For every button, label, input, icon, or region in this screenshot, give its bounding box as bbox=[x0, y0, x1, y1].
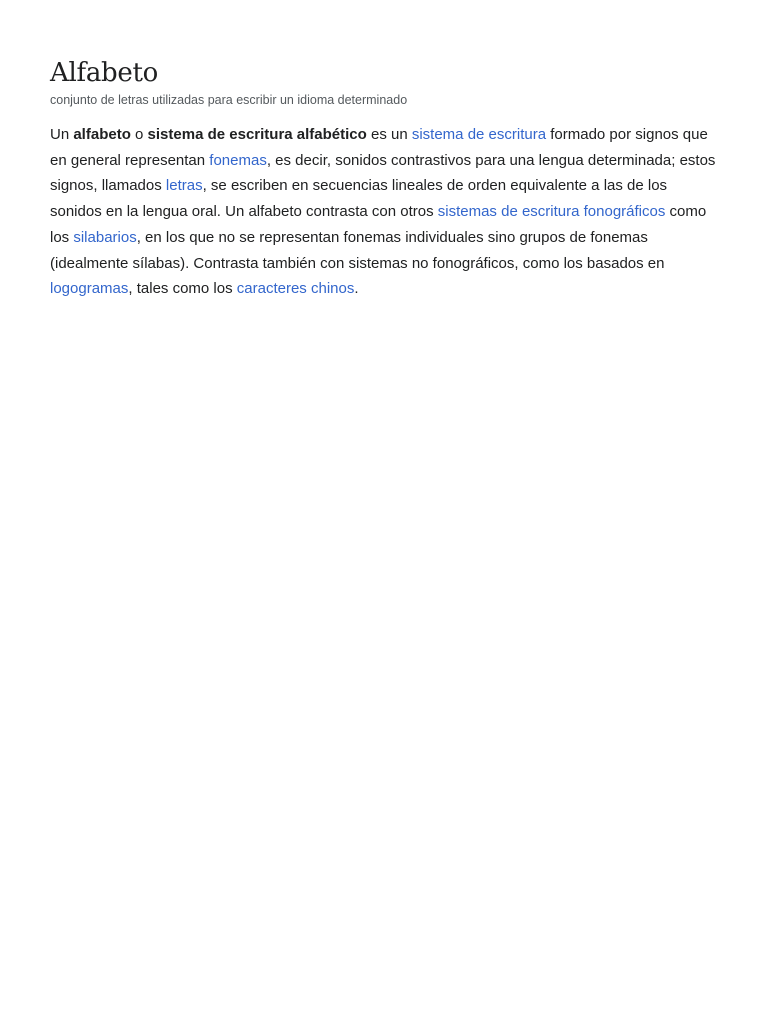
link-sistema-de-escritura[interactable]: sistema de escritura bbox=[411, 126, 547, 143]
link-caracteres-chinos[interactable]: caracteres chinos bbox=[236, 280, 355, 298]
link-fonemas[interactable]: fonemas bbox=[209, 151, 267, 169]
paragraph-text: , es decir, sonidos contrastivos para una lengua determinada; estos signos, llamados bbox=[50, 151, 716, 195]
lead-paragraph bbox=[50, 122, 718, 302]
link-letras[interactable]: letras bbox=[165, 177, 203, 195]
page-description: conjunto de letras utilizadas para escribir un idioma determinado bbox=[50, 93, 408, 107]
paragraph-text: es un bbox=[366, 126, 412, 143]
paragraph-text: , tales como los bbox=[128, 280, 237, 298]
link-sistemas-fonograficos[interactable]: sistemas de escritura fonográficos bbox=[437, 203, 666, 221]
paragraph-text: como los bbox=[50, 203, 707, 246]
paragraph-text: , en los que no se representan fonemas individuales sino grupos de fonemas (idealmente sílabas). Contrasta también con sistemas no fonográficos, como los basados en bbox=[50, 228, 665, 272]
paragraph-text: Un bbox=[50, 126, 74, 143]
link-logogramas[interactable]: logogramas bbox=[50, 280, 129, 298]
paragraph-text: o bbox=[130, 126, 148, 143]
paragraph-text: , se escriben en secuencias lineales de orden equivalente a las de los sonidos en la lengua oral. Un alfabeto contrasta con otros bbox=[50, 177, 668, 221]
article-container bbox=[50, 54, 718, 302]
paragraph-text: . bbox=[354, 280, 359, 298]
link-silabarios[interactable]: silabarios bbox=[73, 228, 137, 246]
page-title: Alfabeto bbox=[50, 58, 158, 88]
bold-term-sistema-alfabetico: sistema de escritura alfabético bbox=[147, 126, 367, 143]
bold-term-alfabeto: alfabeto bbox=[73, 126, 131, 143]
paragraph-text: formado por signos que en general representan bbox=[50, 126, 708, 169]
